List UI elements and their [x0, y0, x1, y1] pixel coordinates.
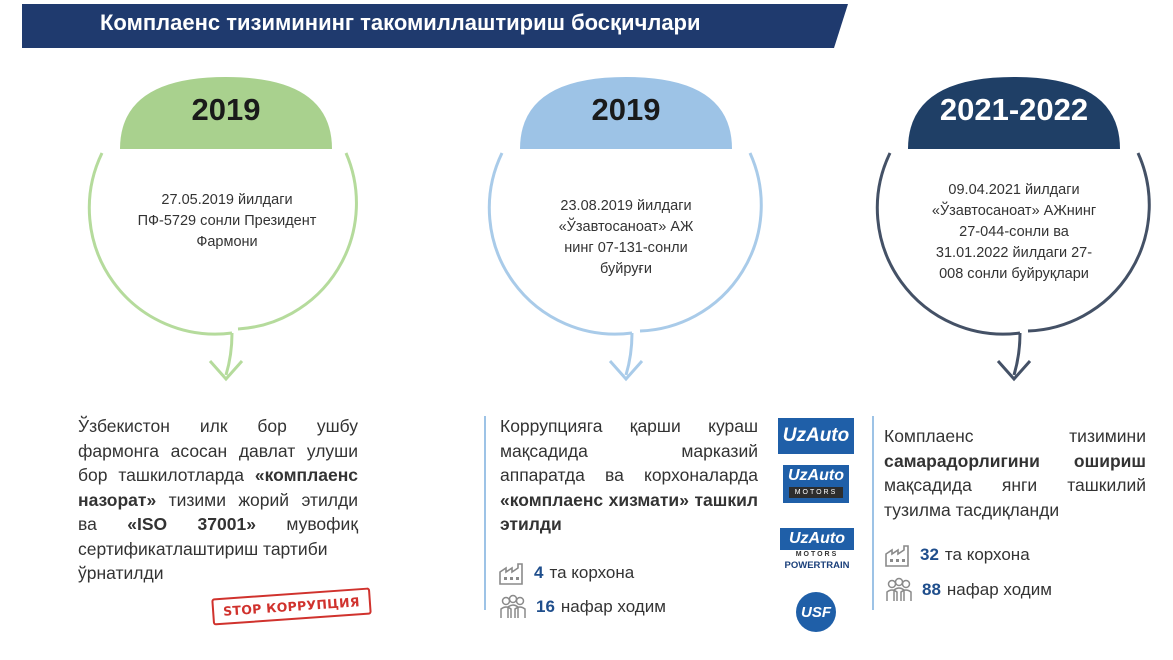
uzauto-motors-logo: UzAuto MOTORS: [783, 465, 849, 503]
col3-divider: [872, 416, 874, 610]
uzauto-logo: UzAuto: [778, 418, 854, 454]
stop-corruption-stamp: STOP КОРРУПЦИЯ: [211, 587, 371, 625]
stage-1-year: 2019: [191, 92, 261, 127]
people-icon: [884, 577, 914, 603]
factory-icon: [498, 560, 526, 586]
usf-logo: USF: [796, 592, 836, 632]
stage-1-arrow-stem: [226, 333, 232, 375]
stage-2-year: 2019: [591, 92, 661, 127]
col2-stat-employees: 16 нафар ходим: [498, 594, 666, 620]
col3-stat-employees: 88 нафар ходим: [884, 577, 1052, 603]
uzauto-powertrain-logo: UzAuto MOTORS POWERTRAIN: [780, 528, 854, 574]
stage-1-text: 27.05.2019 йилдаги ПФ-5729 сонли Президент Фармони: [137, 192, 317, 250]
stage-3-text: 09.04.2021 йилдаги «Ўзавтосаноат» АЖнинг 27-044-сонли ва 31.01.2022 йилдаги 27- 008 сонли буйруқлари: [931, 182, 1097, 282]
col3-stat-companies: 32 та корхона: [884, 542, 1030, 568]
col2-stat-companies: 4 та корхона: [498, 560, 634, 586]
stage-2-text: 23.08.2019 йилдаги «Ўзавтосаноат» АЖ нинг 07-131-сонли буйруғи: [558, 198, 694, 277]
col3-paragraph: Комплаенс тизимини самарадорлигини ошириш мақсадида янги ташкилий тузилма тасдиқланди: [884, 426, 1146, 520]
col2-divider: [484, 416, 486, 610]
col2-paragraph: Коррупцияга қарши кураш мақсадида марказий аппаратда ва корхоналарда «комплаенс хизмати» ташкил этилди: [500, 416, 758, 534]
factory-icon: [884, 542, 912, 568]
page-title: Комплаенс тизимининг такомиллаштириш босқичлари: [100, 10, 701, 35]
col1-paragraph: Ўзбекистон илк бор ушбу фармонга асосан давлат улуши бор ташкилотларда «комплаенс назорат» тизими жорий этилди ва «ISO 37001» мувофиқ сертификатлаштириш тартиби ўрнатилди: [78, 416, 358, 583]
people-icon: [498, 594, 528, 620]
stage-3-year: 2021-2022: [939, 92, 1089, 127]
